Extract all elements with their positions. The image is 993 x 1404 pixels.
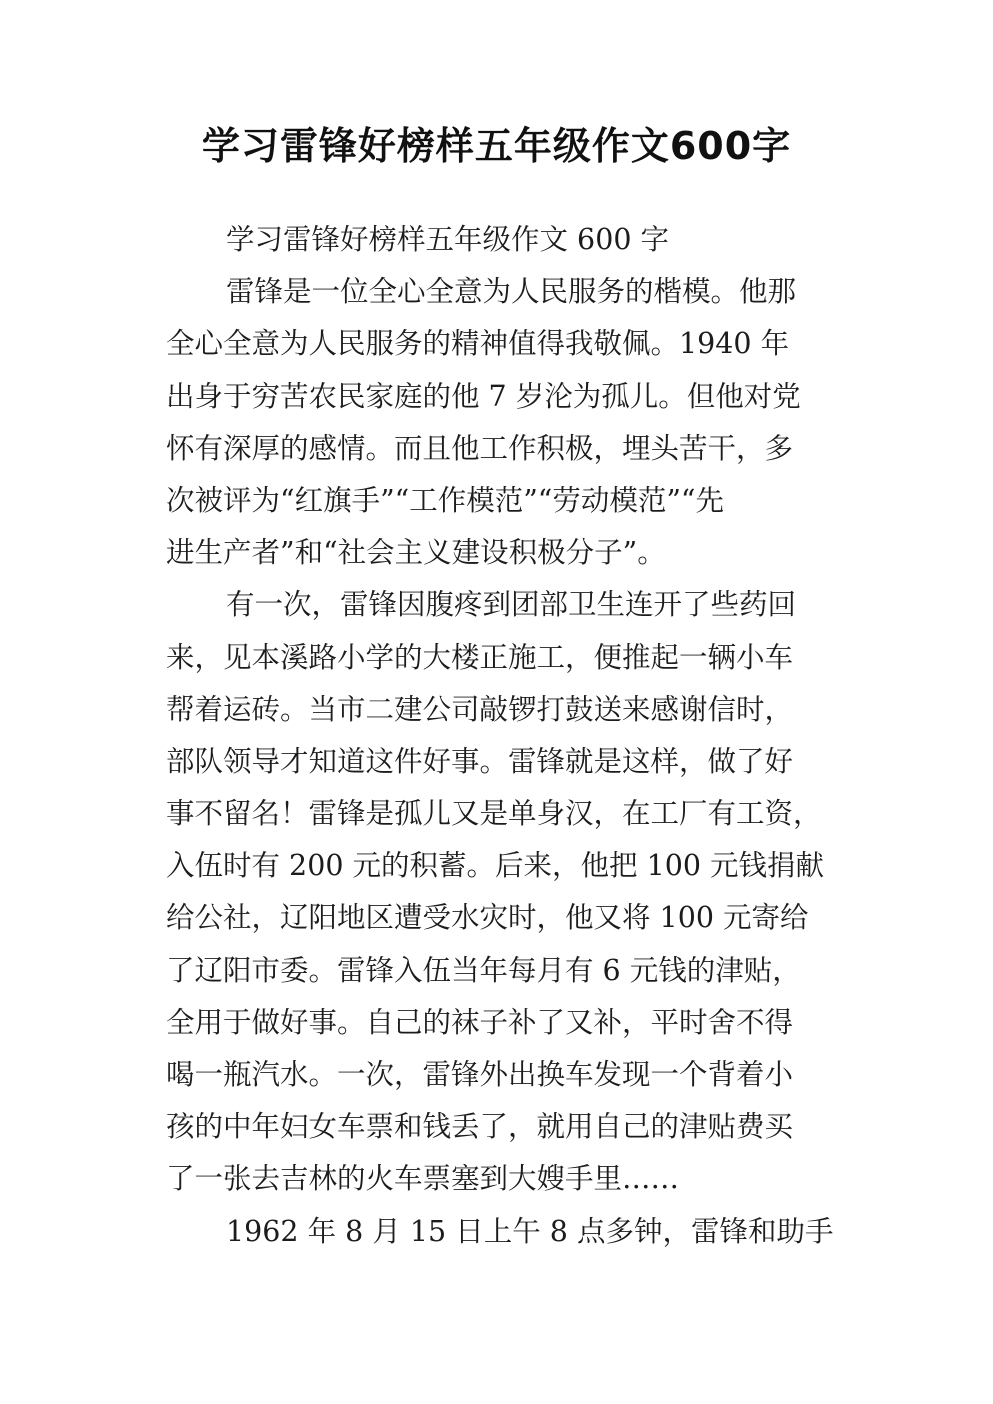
paragraph-2-line-8: 了辽阳市委。雷锋入伍当年每月有 6 元钱的津贴， [166,953,801,987]
paragraph-2-line-12: 了一张去吉林的火车票塞到大嫂手里…… [166,1162,680,1196]
paragraph-2-line-7: 给公社，辽阳地区遭受水灾时，他又将 100 元寄给 [166,901,809,935]
paragraph-2-line-1: 有一次，雷锋因腹疼到团部卫生连开了些药回 [226,588,797,622]
paragraph-2-line-4: 部队领导才知道这件好事。雷锋就是这样，做了好 [166,744,794,778]
paragraph-3-line-1: 1962 年 8 月 15 日上午 8 点多钟，雷锋和助手 [226,1214,834,1248]
paragraph-1-line-5: 次被评为“红旗手”“工作模范”“劳动模范”“先 [166,483,724,517]
paragraph-1-line-2: 全心全意为人民服务的精神值得我敬佩。1940 年 [166,327,790,361]
paragraph-2-line-10: 喝一瓶汽水。一次，雷锋外出换车发现一个背着小 [166,1058,794,1091]
paragraph-2-line-11: 孩的中年妇女车票和钱丢了，就用自己的津贴费买 [166,1110,794,1144]
subtitle-line: 学习雷锋好榜样五年级作文 600 字 [226,223,670,256]
paragraph-1-line-3: 出身于穷苦农民家庭的他 7 岁沦为孤儿。但他对党 [166,379,801,413]
paragraph-2-line-5: 事不留名！雷锋是孤儿又是单身汉，在工厂有工资， [166,797,822,831]
document-body [166,214,836,1258]
paragraph-2-line-9: 全用于做好事。自己的袜子补了又补，平时舍不得 [166,1005,794,1039]
document-title: 学习雷锋好榜样五年级作文600字 [201,124,792,168]
paragraph-1-line-4: 怀有深厚的感情。而且他工作积极，埋头苦干，多 [166,431,794,465]
paragraph-1-line-1: 雷锋是一位全心全意为人民服务的楷模。他那 [226,275,797,309]
paragraph-2-line-2: 来，见本溪路小学的大楼正施工，便推起一辆小车 [166,640,794,674]
paragraph-1-line-6: 进生产者”和“社会主义建设积极分子”。 [166,536,666,570]
paragraph-2-line-6: 入伍时有 200 元的积蓄。后来，他把 100 元钱捐献 [166,849,825,883]
paragraph-2-line-3: 帮着运砖。当市二建公司敲锣打鼓送来感谢信时， [166,692,794,726]
